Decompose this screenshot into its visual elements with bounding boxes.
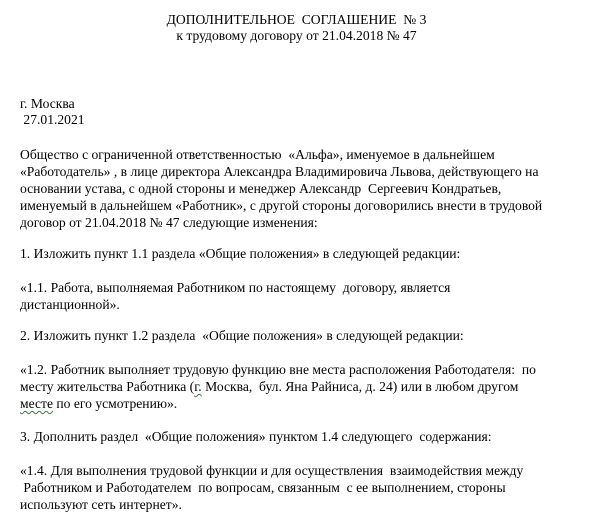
document-title: ДОПОЛНИТЕЛЬНОЕ СОГЛАШЕНИЕ № 3	[166, 12, 427, 27]
place-text: г. Москва	[20, 96, 75, 111]
quote-2-line	[20, 378, 518, 395]
amendment-item-3: 3. Дополнить раздел «Общие положения» пунктом 1.4 следующего содержания:	[20, 429, 492, 444]
quote-2-line	[20, 395, 177, 412]
quote-2-line: «1.2. Работник выполняет трудовую функцию вне места расположения Работодателя: по	[20, 362, 536, 377]
spellcheck-mark: месте	[20, 396, 53, 411]
quote-2-text: Москва, бул. Яна Райниса, д. 24) или в любом другом	[201, 379, 519, 394]
quote-3-line: «1.4. Для выполнения трудовой функции и для осуществления взаимодействия между	[20, 463, 524, 478]
date-text: 27.01.2021	[20, 112, 85, 127]
intro-line: «Работодатель» , в лице директора Александра Владимировича Львова, действующего на	[20, 164, 539, 179]
quote-1-line: дистанционной».	[20, 297, 120, 312]
quote-2-text: по его усмотрению».	[52, 396, 178, 411]
quote-2-text: месту жительства Работника (	[20, 379, 195, 394]
intro-line: договор от 21.04.2018 № 47 следующие изменения:	[20, 215, 318, 230]
spellcheck-mark: г.	[194, 379, 202, 394]
quote-3-line: используют сеть интернет».	[20, 497, 182, 512]
document-subtitle: к трудовому договору от 21.04.2018 № 47	[176, 28, 417, 43]
quote-1-line: «1.1. Работа, выполняемая Работником по настоящему договору, является	[20, 280, 451, 295]
intro-line: Общество с ограниченной ответственностью «Альфа», именуемое в дальнейшем	[20, 147, 495, 162]
amendment-item-1: 1. Изложить пункт 1.1 раздела «Общие положения» в следующей редакции:	[20, 246, 461, 261]
intro-line: именуемый в дальнейшем «Работник», с другой стороны договорились внести в трудовой	[20, 198, 543, 213]
intro-line: основании устава, с одной стороны и менеджер Александр Сергеевич Кондратьев,	[20, 181, 502, 196]
amendment-item-2: 2. Изложить пункт 1.2 раздела «Общие положения» в следующей редакции:	[20, 328, 464, 343]
quote-3-line: Работником и Работодателем по вопросам, связанным с ее выполнением, стороны	[20, 480, 506, 495]
